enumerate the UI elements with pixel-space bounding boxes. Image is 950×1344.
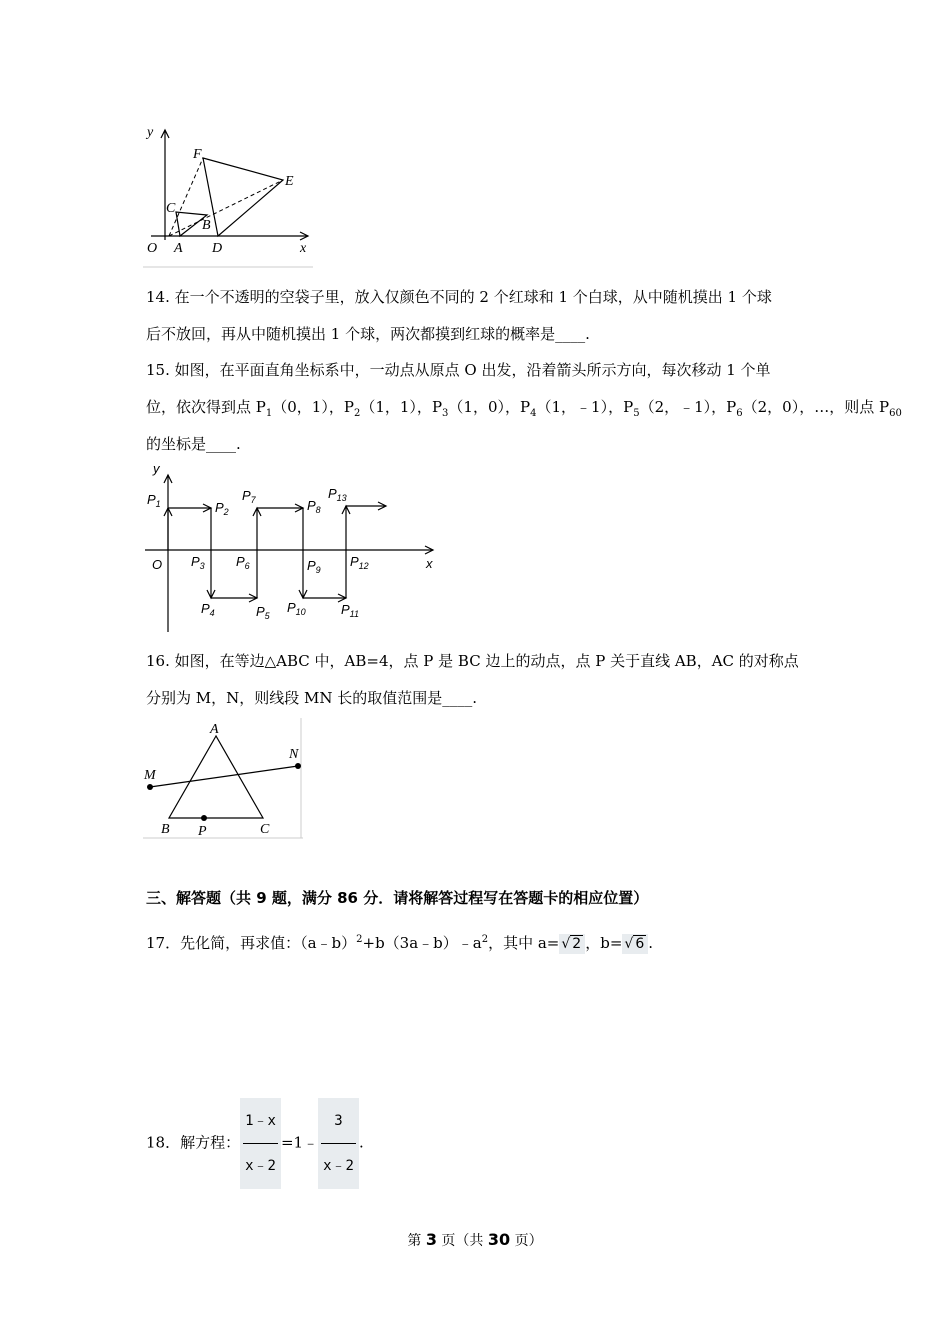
fig15-p1: $P_1$ xyxy=(147,492,161,509)
fig15-p6: $P_6$ xyxy=(236,554,250,571)
q15-p6: $P_6(2$，0） xyxy=(726,398,800,419)
fig15-p12: $P_{12}$ xyxy=(350,554,369,571)
label-C: C xyxy=(166,201,176,216)
figure-q15 xyxy=(143,460,438,635)
fig15-p11: $P_{11}$ xyxy=(341,602,360,619)
q15-line1: 15. 如图，在平面直角坐标系中，一动点从原点 O 出发，沿着箭头所示方向，每次移动 1 个单 xyxy=(146,361,771,379)
fig16-M: M xyxy=(144,768,156,783)
fig15-p2: $P_2$ xyxy=(215,500,229,517)
label-A: A xyxy=(174,241,183,256)
section3-title: 三、解答题（共 9 题，满分 86 分．请将解答过程写在答题卡的相应位置） xyxy=(146,889,649,907)
label-y: y xyxy=(147,125,154,140)
q15-target-sub: 60 xyxy=(889,408,902,419)
fig15-O: O xyxy=(152,557,163,572)
fig15-p3: $P_3$ xyxy=(191,554,205,571)
fig15-p13: $P_{13}$ xyxy=(328,486,347,503)
q17: 17．先化简，再求值：$(a﹣b)^2+b(3a﹣b)﹣a^2$，其中 a= √ 2 ，b= √ 6 . xyxy=(146,934,654,952)
figure-q15-svg xyxy=(143,460,438,635)
label-D: D xyxy=(212,241,223,256)
label-E: E xyxy=(285,174,294,189)
sqrt-b: √ 6 xyxy=(622,934,648,954)
label-x: x xyxy=(300,241,307,256)
sqrt-a: √ 2 xyxy=(559,934,585,954)
fig15-y: y xyxy=(153,461,160,476)
q15-p5: $P_5(2$，﹣1） xyxy=(623,398,712,419)
label-O: O xyxy=(147,241,158,256)
q15-line2-suffix: ，…，则点 P xyxy=(799,398,890,416)
q14-line1: 14. 在一个不透明的空袋子里，放入仅颜色不同的 2 个红球和 1 个白球，从中随机摸出 1 个球 xyxy=(146,288,772,306)
page-number: 3 xyxy=(425,1230,437,1249)
q15-p1: $P_1(0$，1） xyxy=(255,398,329,419)
fig15-p7: $P_7$ xyxy=(242,488,256,505)
q15-line3: 的坐标是____. xyxy=(146,435,241,453)
fig15-p8: $P_8$ xyxy=(307,498,321,515)
fig15-p4: $P_4$ xyxy=(201,601,215,618)
figure-q16-svg xyxy=(143,718,305,840)
fraction-2: $\frac{3}{x﹣2}$ xyxy=(318,1098,359,1189)
q18: 18．解方程： $\frac{1﹣x}{x﹣2}$ =1﹣ $\frac{3}{x﹣2}$ . xyxy=(146,1098,364,1189)
fig16-N: N xyxy=(289,747,299,762)
fig15-x: x xyxy=(426,556,433,571)
fig16-C: C xyxy=(260,822,270,837)
q15-p4: $P_4(1$，﹣1） xyxy=(520,398,609,419)
figure-q13-svg xyxy=(143,122,313,272)
q15-line2: 位，依次得到点 $P_1(0$，1），$P_2(1$，1），$P_3(1$，0），$P_4(1$，﹣1），$P_5(2$，﹣1），$P_6(2$，0），…，则点 $P_{60}$ xyxy=(146,398,902,419)
q16-line1: 16. 如图，在等边△ABC 中，AB=4，点 P 是 BC 边上的动点，点 P 关于直线 AB，AC 的对称点 xyxy=(146,652,799,670)
q15-p3: $P_3(1$，0） xyxy=(431,398,505,419)
q15-line2-prefix: 位，依次得到点 xyxy=(146,398,256,416)
fig16-B: B xyxy=(161,822,170,837)
fig15-p5: $P_5$ xyxy=(256,604,270,621)
q15-p2: $P_2(1$，1） xyxy=(343,398,417,419)
page-footer: 第 3 页（共 30 页） xyxy=(407,1230,543,1249)
fraction-1: $\frac{1﹣x}{x﹣2}$ xyxy=(240,1098,281,1189)
figure-q13 xyxy=(143,122,313,272)
q16-line2: 分别为 M，N，则线段 MN 长的取值范围是____. xyxy=(146,689,478,707)
total-pages: 30 xyxy=(487,1230,511,1249)
fig16-P: P xyxy=(198,824,207,839)
fig16-A: A xyxy=(210,722,219,737)
figure-q16 xyxy=(143,718,305,840)
label-F: F xyxy=(193,147,202,162)
fig15-p10: $P_{10}$ xyxy=(287,600,306,617)
fig15-p9: $P_9$ xyxy=(307,558,321,575)
q14-line2: 后不放回，再从中随机摸出 1 个球，两次都摸到红球的概率是____. xyxy=(146,325,590,343)
label-B: B xyxy=(202,218,211,233)
